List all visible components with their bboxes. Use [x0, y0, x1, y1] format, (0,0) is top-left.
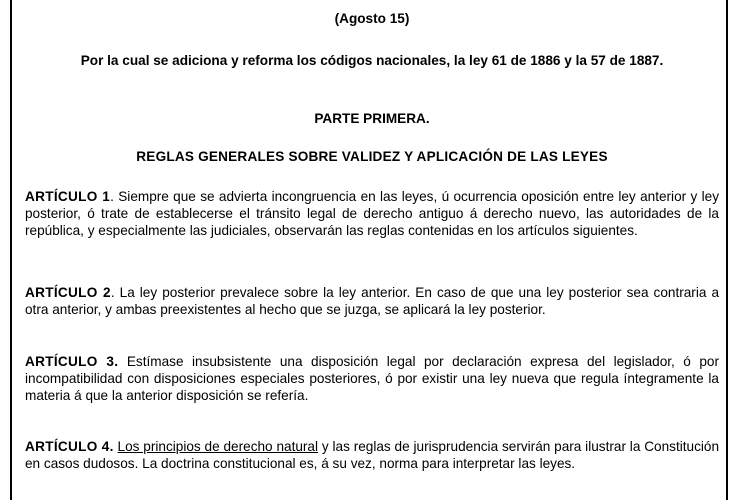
section-heading: REGLAS GENERALES SOBRE VALIDEZ Y APLICACIÓN DE LAS LEYES: [136, 149, 608, 164]
article-3-text: Estímase insubsistente una disposición legal por declaración expresa del legislador, ó por incompatibilidad con disposiciones especiales posteriores, ó por existir una ley nueva que regula íntegramente la materia á que la anterior disposición se refería.: [25, 354, 719, 403]
law-date: (Agosto 15): [334, 11, 410, 26]
article-1-text: . Siempre que se advierta incongruencia en las leyes, ú ocurrencia oposición entre ley anterior y ley posterior, ó trate de establecerse el tránsito legal de derecho antiguo á derecho nuevo, las autoridades de la república, y especialmente las judiciales, observarán las reglas contenidas en los artículos siguientes.: [25, 189, 720, 238]
article-1: [25, 188, 719, 239]
page-frame: [10, 0, 728, 500]
article-4-underlined-phrase: Los principios de derecho natural: [117, 439, 319, 454]
article-2-text: . La ley posterior prevalece sobre la ley anterior. En caso de que una ley posterior sea contraria a otra anterior, y ambas preexistentes al hecho que se juzga, se aplicará la ley posterior.: [25, 285, 720, 317]
article-2: [25, 284, 719, 318]
law-subtitle: Por la cual se adiciona y reforma los códigos nacionales, la ley 61 de 1886 y la 57 de 1887.: [80, 53, 664, 68]
article-2-label: ARTÍCULO 2: [25, 285, 111, 300]
article-4: [25, 438, 719, 472]
article-1-label: ARTÍCULO 1: [25, 189, 111, 204]
article-3: [25, 353, 719, 404]
article-4-text: y las reglas de jurisprudencia servirán para ilustrar la Constitución en casos dudosos. La doctrina constitucional es, á su vez, norma para interpretar las leyes.: [25, 439, 720, 471]
article-3-label: ARTÍCULO 3.: [25, 354, 119, 369]
article-4-label: ARTÍCULO 4.: [25, 439, 114, 454]
part-heading: PARTE PRIMERA.: [314, 111, 430, 126]
